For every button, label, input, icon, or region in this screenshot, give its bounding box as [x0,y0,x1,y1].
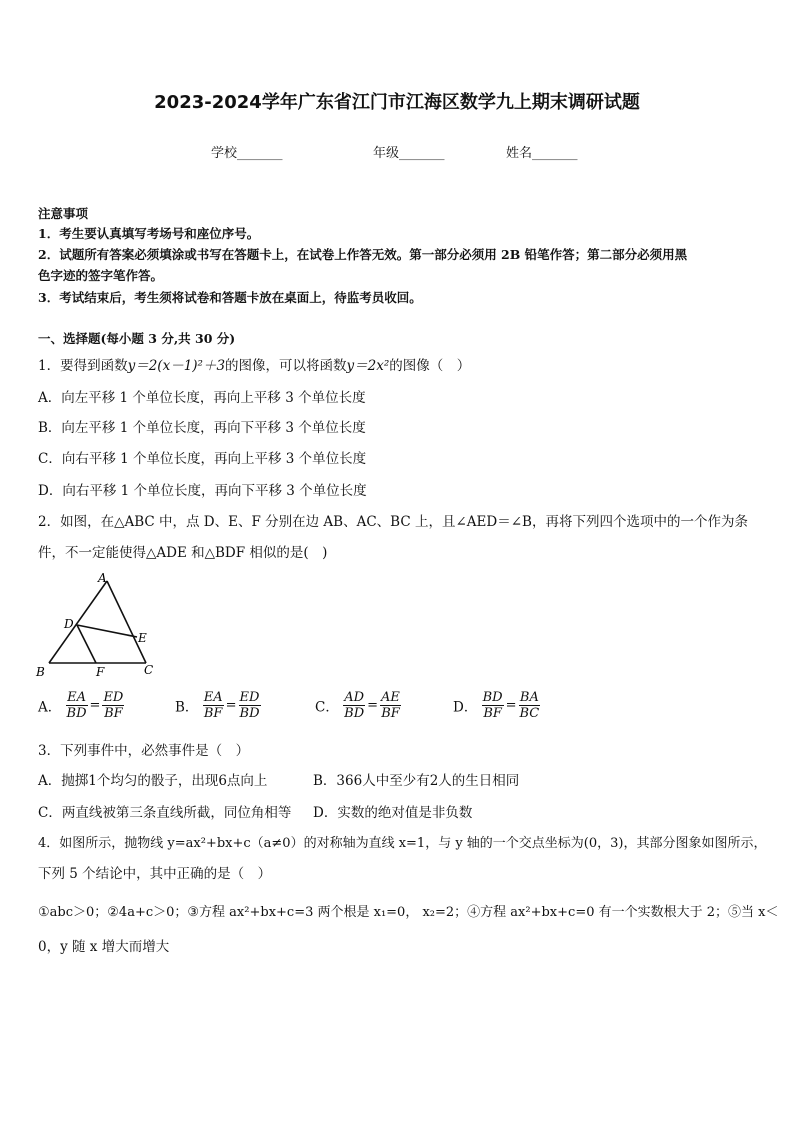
segment-ab [49,581,107,663]
notice-item: 色字迹的签字笔作答。 [38,268,164,283]
name-blank: _______ [532,146,578,161]
page-title: 2023-2024学年广东省江门市江海区数学九上期末调研试题 [154,92,640,113]
triangle-figure [34,570,169,685]
q1-option-b: B．向左平移 1 个单位长度，再向下平移 3 个单位长度 [38,420,366,436]
option-letter: D． [453,699,478,716]
notice-item: 1．考生要认真填写考场号和座位序号。 [38,226,260,241]
q2-option-b: B． $\frac{EA}{BF}$ = $\frac{ED}{BD}$ [175,690,260,721]
option-letter: A． [38,699,62,716]
label-f: F [96,665,105,679]
notice-item: 3．考试结束后，考生须将试卷和答题卡放在桌面上，待监考员收回。 [38,290,422,305]
fraction-left: $\frac{EA}{BF}$ [203,690,223,721]
segment-ac [107,581,146,663]
notice-heading: 注意事项 [38,206,89,221]
school-blank: _______ [237,146,283,161]
fraction-left: $\frac{AD}{BD}$ [344,690,365,721]
grade-blank: _______ [399,146,445,161]
question-2-stem: 件，不一定能使得△ADE 和△BDF 相似的是( ) [38,545,328,561]
option-letter: C． [315,699,339,716]
q1-stem-text: 的图像（ ） [389,358,471,374]
name-field [506,142,578,161]
fraction-right: $\frac{ED}{BD}$ [239,690,260,721]
school-label: 学校 [211,146,238,161]
fraction-right: $\frac{AE}{BF}$ [381,690,400,721]
q1-option-d: D．向右平移 1 个单位长度，再向下平移 3 个单位长度 [38,483,367,499]
question-4-stem: 下列 5 个结论中，其中正确的是（ ） [38,866,272,882]
label-a: A [98,571,107,585]
grade-label: 年级 [373,146,400,161]
q2-option-d: D． $\frac{BD}{BF}$ = $\frac{BA}{BC}$ [453,690,540,721]
label-c: C [144,663,154,677]
label-b: B [36,665,45,679]
q1-option-c: C．向右平移 1 个单位长度，再向上平移 3 个单位长度 [38,451,367,467]
q2-option-a: A． $\frac{EA}{BD}$ = $\frac{ED}{BF}$ [38,690,124,721]
q3-option-a: A．抛掷1个均匀的骰子，出现6点向上 [38,773,268,789]
fraction-left: $\frac{BD}{BF}$ [482,690,503,721]
name-label: 姓名 [506,146,533,161]
q1-formula-target: y＝2(x－1)²＋3 [127,358,226,374]
school-field [211,142,283,161]
q3-option-b: B．366人中至少有2人的生日相同 [313,773,520,789]
option-letter: B． [175,699,199,716]
q2-option-c: C． $\frac{AD}{BD}$ = $\frac{AE}{BF}$ [315,690,400,721]
section-heading: 一、选择题(每小题 3 分,共 30 分) [38,331,236,346]
q1-option-a: A．向左平移 1 个单位长度，再向上平移 3 个单位长度 [38,390,366,406]
q4-conclusions: ①abc＞0；②4a+c＞0；③方程 ax²+bx+c=3 两个根是 x₁=0， x₂=2；④方程 ax²+bx+c=0 有一个实数根大于 2；⑤当 x＜ [38,905,779,920]
question-4-stem: 4．如图所示，抛物线 y=ax²+bx+c（a≠0）的对称轴为直线 x=1，与 y 轴的一个交点坐标为(0，3)，其部分图象如图所示， [38,836,767,851]
q1-formula-source: y＝2x² [346,358,390,374]
label-d: D [64,617,74,631]
q3-option-d: D．实数的绝对值是非负数 [313,805,473,821]
question-1-stem [38,354,470,374]
fraction-left: $\frac{EA}{BD}$ [66,690,87,721]
question-2-stem: 2．如图，在△ABC 中，点 D、E、F 分别在边 AB、AC、BC 上，且∠AED＝∠B，再将下列四个选项中的一个作为条 [38,514,748,530]
segment-df [77,625,96,663]
q3-option-c: C．两直线被第三条直线所截，同位角相等 [38,805,292,821]
q1-stem-text: 的图像，可以将函数 [225,358,347,374]
fraction-right: $\frac{ED}{BF}$ [103,690,124,721]
label-e: E [138,631,147,645]
q1-stem-text: 1．要得到函数 [38,358,128,374]
q4-conclusions: 0，y 随 x 增大而增大 [38,939,170,955]
notice-item: 2．试题所有答案必须填涂或书写在答题卡上，在试卷上作答无效。第一部分必须用 2B 铅笔作答；第二部分必须用黑 [38,247,688,262]
question-3-stem: 3．下列事件中，必然事件是（ ） [38,743,250,759]
grade-field [373,142,445,161]
fraction-right: $\frac{BA}{BC}$ [519,690,540,721]
